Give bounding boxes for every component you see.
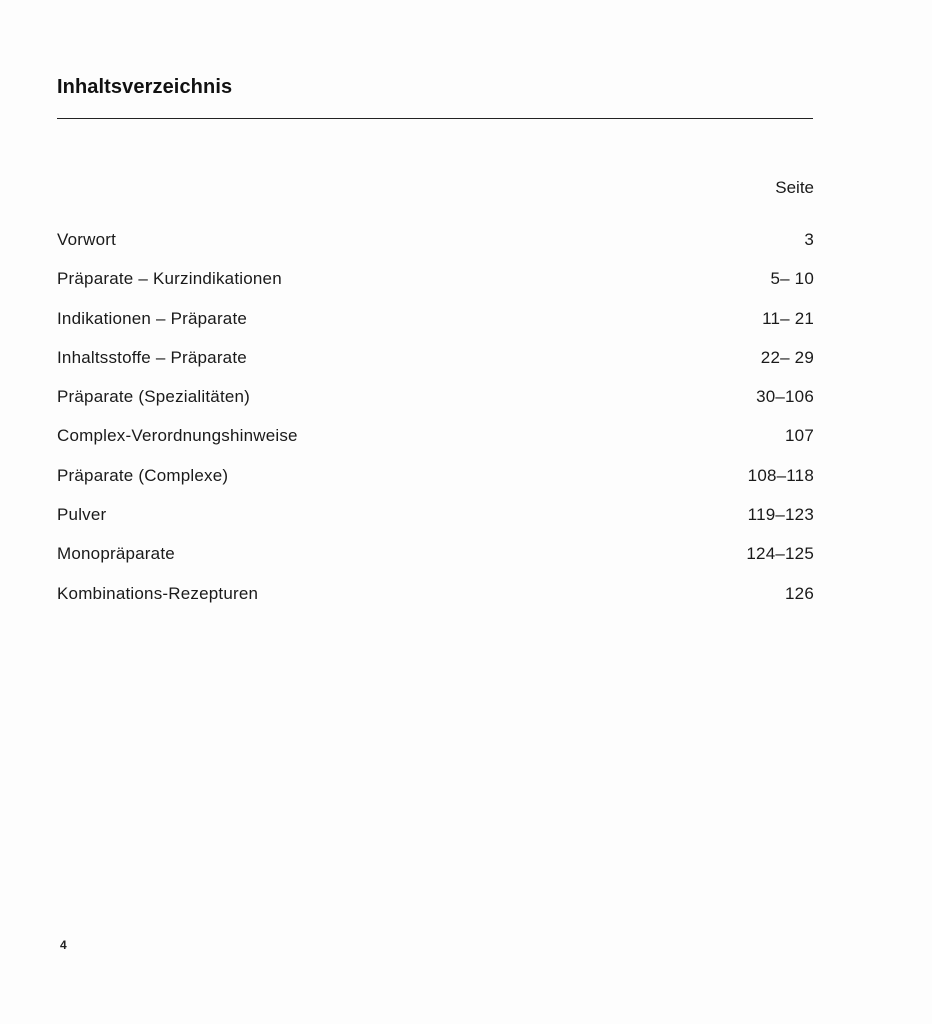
toc-entry-pages: 107: [785, 426, 814, 446]
toc-entry: [57, 309, 814, 348]
toc-entry-label: Inhaltsstoffe – Präparate: [57, 347, 247, 367]
toc-entry-pages: 11– 21: [762, 308, 814, 328]
toc-entry-pages: 126: [785, 583, 814, 603]
page-title: Inhaltsverzeichnis: [57, 76, 233, 98]
table-of-contents: [57, 230, 814, 623]
toc-entry-pages: 30–106: [756, 387, 814, 407]
toc-entry-pages: 5– 10: [770, 269, 814, 289]
toc-entry: [57, 544, 814, 583]
toc-entry: [57, 505, 814, 544]
toc-entry: [57, 584, 814, 623]
toc-entry: [57, 269, 814, 308]
toc-entry: [57, 426, 814, 465]
toc-entry-label: Präparate – Kurzindikationen: [57, 269, 282, 289]
toc-entry: [57, 387, 814, 426]
toc-entry-pages: 3: [804, 230, 814, 249]
toc-entry: [57, 230, 814, 269]
toc-entry-pages: 108–118: [747, 465, 814, 485]
toc-entry-label: Präparate (Spezialitäten): [57, 387, 251, 407]
page-number: 4: [60, 938, 67, 952]
toc-entry-label: Kombinations-Rezepturen: [57, 583, 259, 603]
toc-entry: [57, 348, 814, 387]
toc-entry-label: Vorwort: [57, 230, 117, 249]
title-divider: [57, 118, 813, 119]
page-column-header: Seite: [775, 178, 814, 197]
toc-entry-label: Complex-Verordnungshinweise: [57, 426, 298, 446]
toc-entry-pages: 119–123: [747, 505, 814, 525]
toc-entry-label: Monopräparate: [57, 544, 175, 564]
toc-entry-pages: 124–125: [746, 544, 814, 564]
toc-entry-label: Pulver: [57, 505, 107, 525]
toc-entry-label: Präparate (Complexe): [57, 465, 229, 485]
toc-entry-label: Indikationen – Präparate: [57, 308, 248, 328]
toc-entry: [57, 466, 814, 505]
toc-entry-pages: 22– 29: [760, 347, 814, 367]
